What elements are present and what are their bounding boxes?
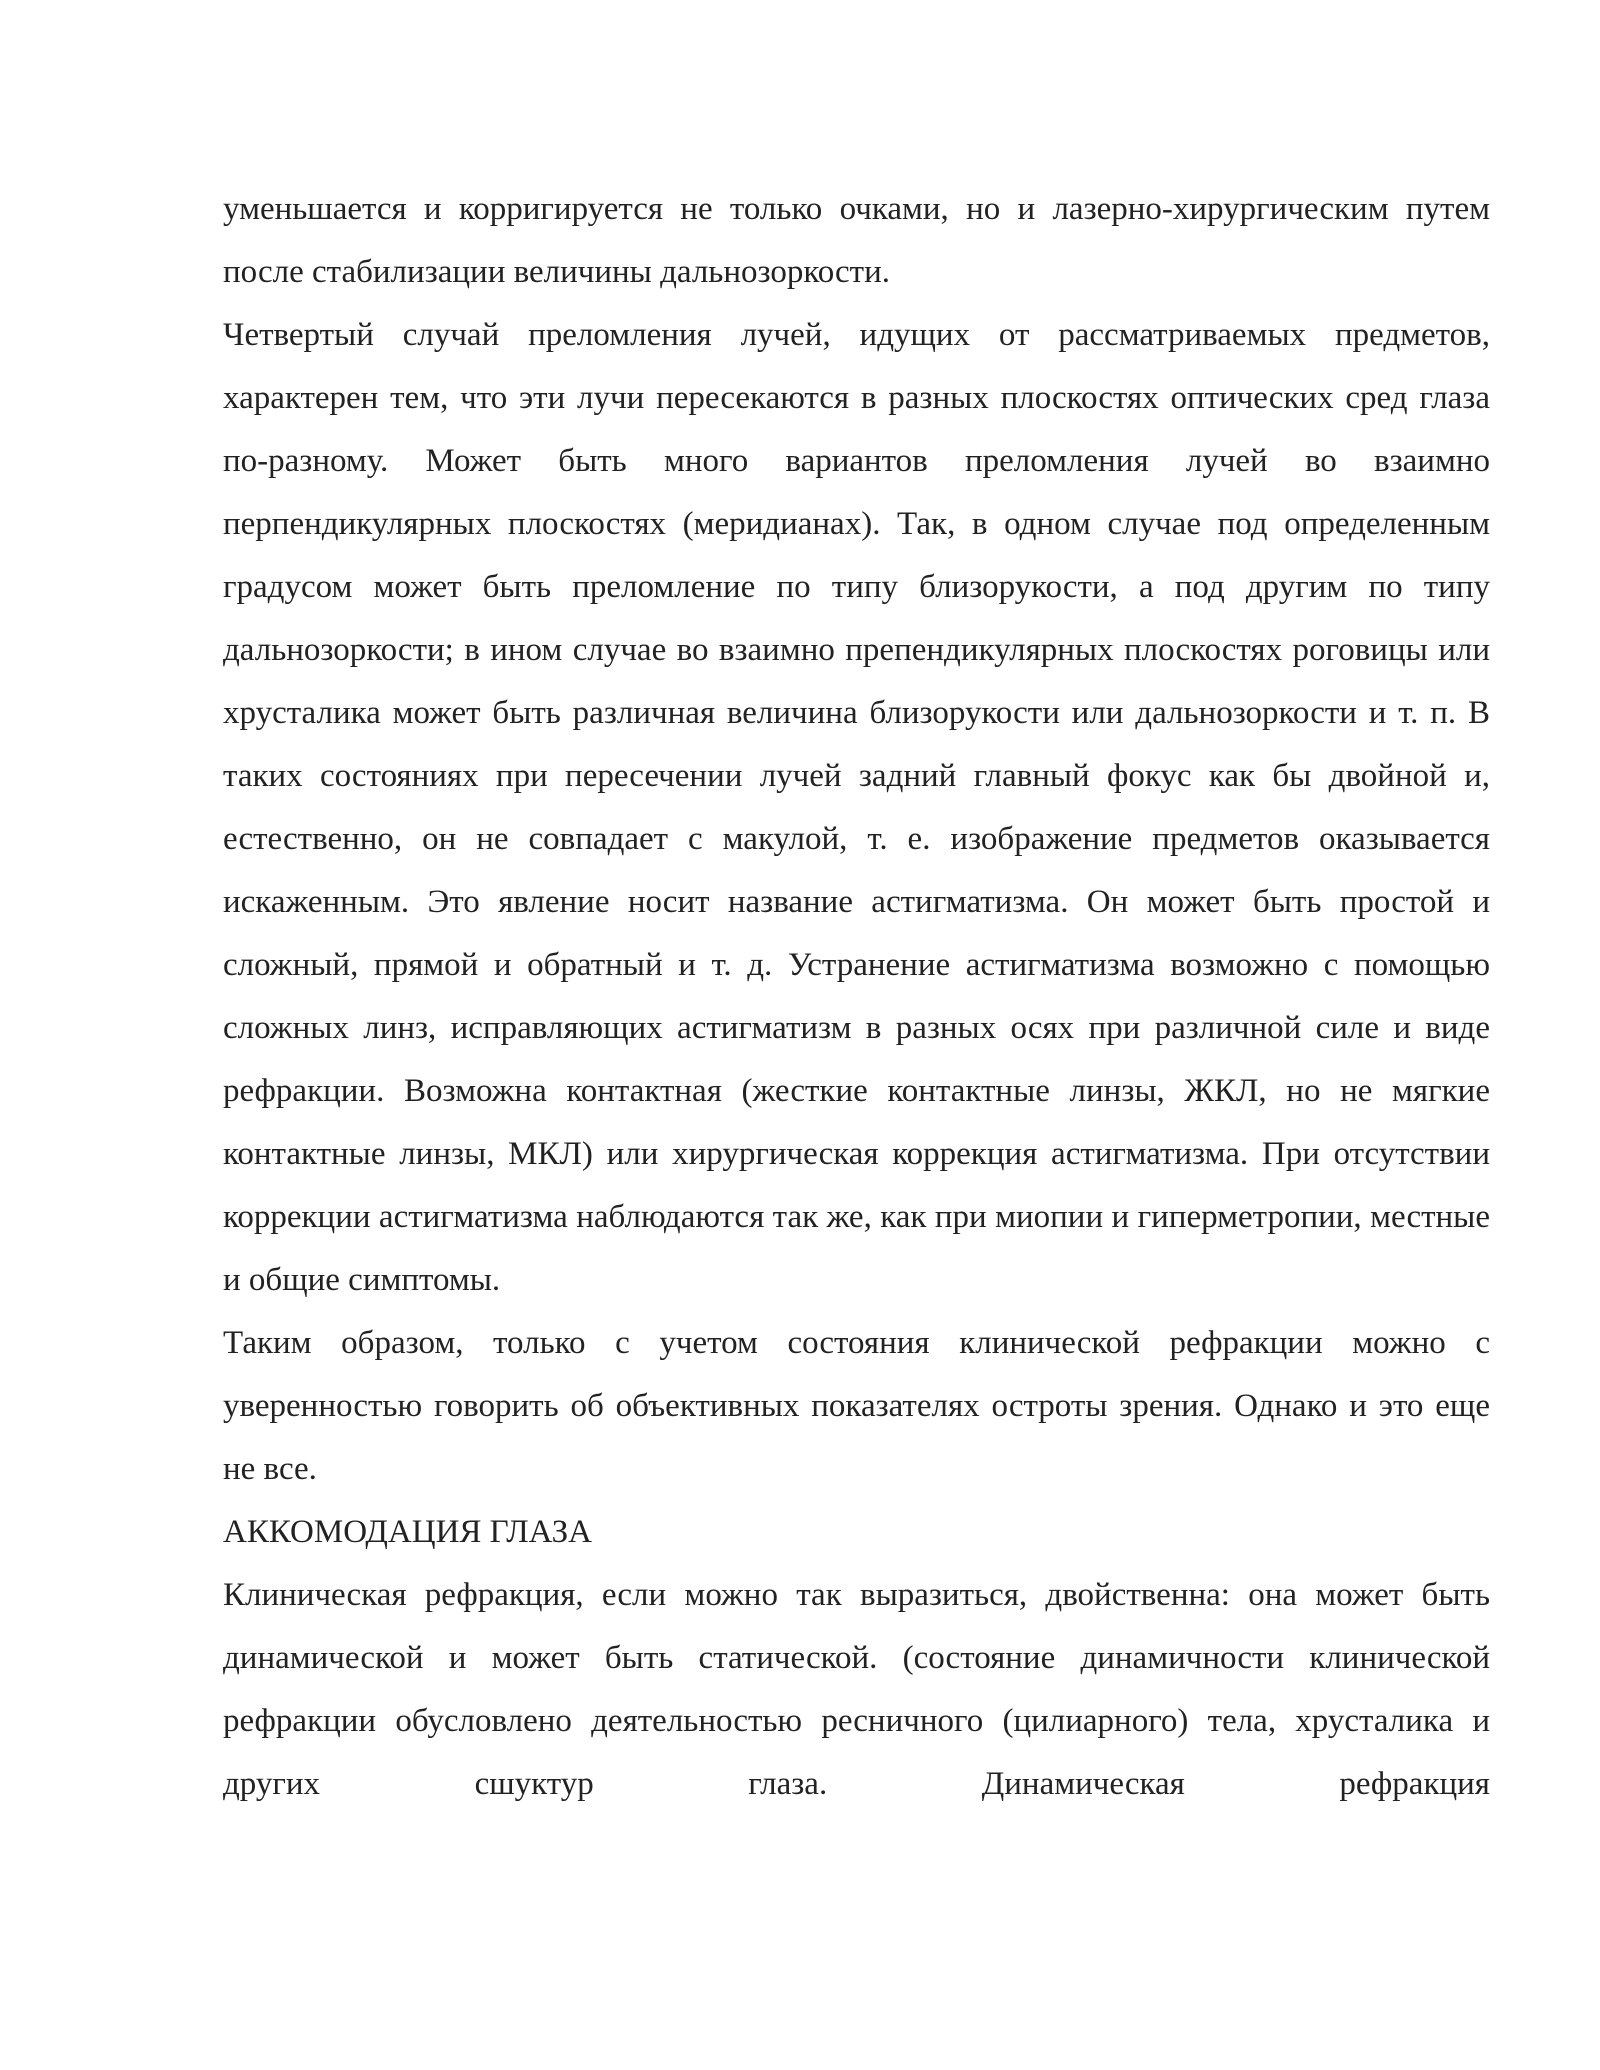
- paragraph-conclusion: Таким образом, только с учетом состояния клинической рефракции можно с уверенностью говорить об объективных показателях остроты зрения. Однако и это еще не все.: [223, 1325, 1490, 1487]
- section-heading: АККОМОДАЦИЯ ГЛАЗА: [223, 1514, 593, 1550]
- paragraph-accommodation: Клиническая рефракция, если можно так выразиться, двойственна: она может быть динамической и может быть статической. (состояние динамичности клинической рефракции обусловлено деятельностью ресничного (цилиарного) тела, хрусталика и других сшуктур глаза. Динамическая рефракция: [223, 1577, 1490, 1802]
- paragraph-astigmatism: Четвертый случай преломления лучей, идущих от рассматриваемых предметов, характерен тем, что эти лучи пересекаются в разных плоскостях оптических сред глаза по-разному. Может быть много вариантов преломления лучей во взаимно перпендикулярных плоскостях (меридианах). Так, в одном случае под определенным градусом может быть преломление по типу близорукости, а под другим по типу дальнозоркости; в ином случае во взаимно препендикулярных плоскостях роговицы или хрусталика может быть различная величина близорукости или дальнозоркости и т. п. В таких состояниях при пересечении лучей задний главный фокус как бы двойной и, естественно, он не совпадает с макулой, т. е. изображение предметов оказывается искаженным. Это явление носит название астигматизма. Он может быть простой и сложный, прямой и обратный и т. д. Устранение астигматизма возможно с помощью сложных линз, исправляющих астигматизм в разных осях при различной силе и виде рефракции. Возможна контактная (жесткие контактные линзы, ЖКЛ, но не мягкие контактные линзы, МКЛ) или хирургическая коррекция астигматизма. При отсутствии коррекции астигматизма наблюдаются так же, как при миопии и гиперметропии, местные и общие симптомы.: [223, 317, 1490, 1298]
- document-body: [223, 178, 1490, 1816]
- paragraph-continuation: уменьшается и корригируется не только очками, но и лазерно-хирургическим путем после стабилизации величины дальнозоркости.: [223, 191, 1490, 290]
